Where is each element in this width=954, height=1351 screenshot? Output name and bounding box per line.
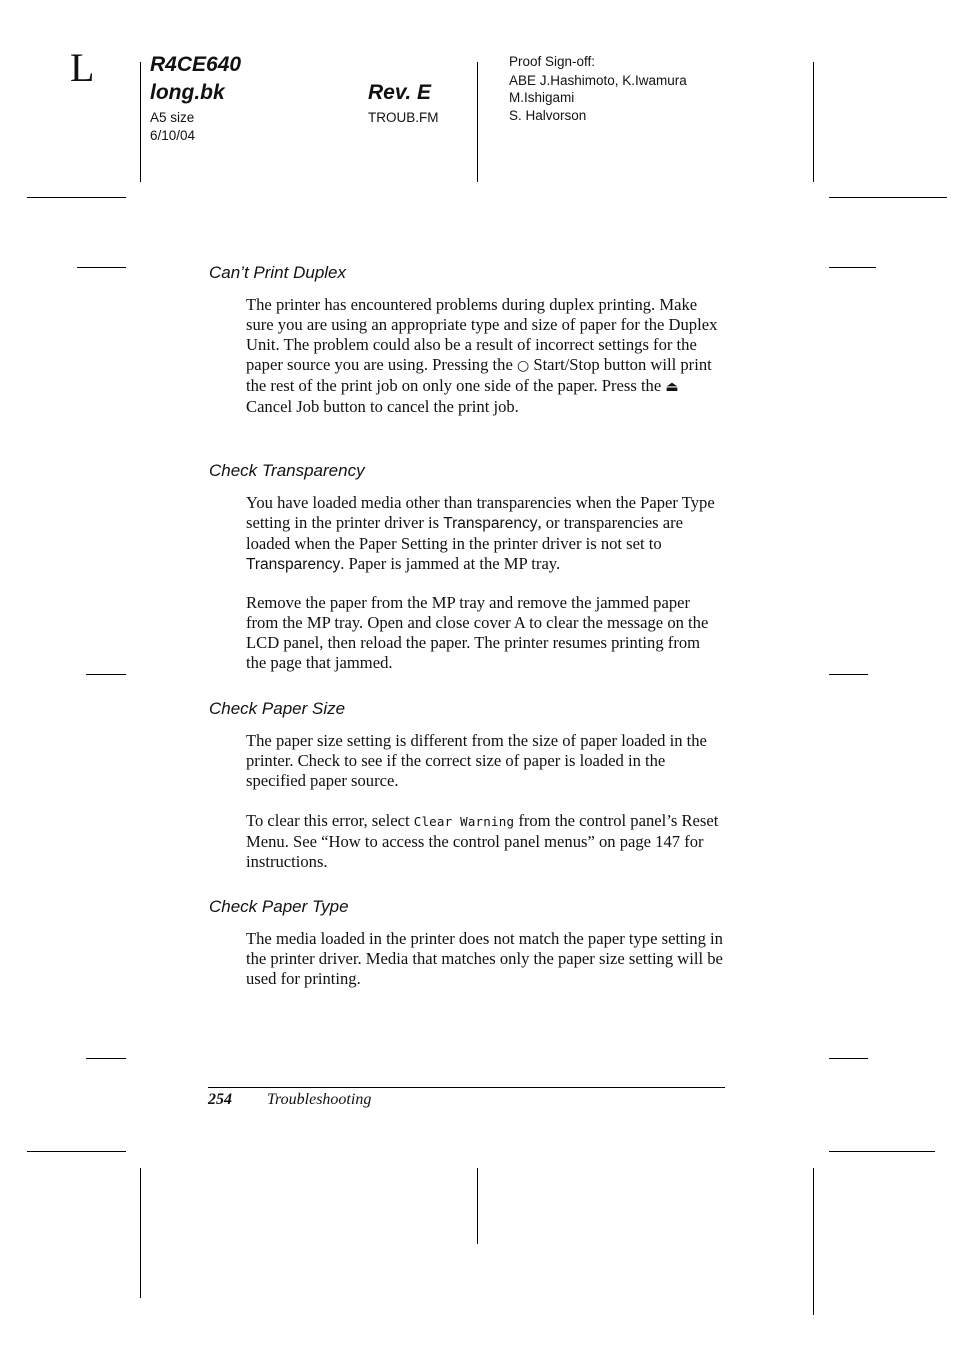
paragraph-transparency-1 — [246, 493, 724, 575]
paragraph-paper-size-1: The paper size setting is different from the size of paper loaded in the printer. Check to see if the correct size of paper is loaded in the specified paper source. — [246, 731, 707, 790]
crop-mark — [813, 1168, 814, 1315]
start-stop-icon: ○ — [516, 358, 530, 374]
proof-names-1: ABE J.Hashimoto, K.Iwamura — [509, 73, 687, 88]
doc-date: 6/10/04 — [150, 128, 196, 143]
driver-setting-name: Transparency — [443, 515, 538, 532]
paragraph-paper-size-2 — [246, 811, 724, 872]
proof-names-3: S. Halvorson — [509, 108, 587, 123]
panel-menu-item: Clear Warning — [413, 814, 515, 829]
cancel-job-icon: ⏏ — [665, 379, 679, 395]
paragraph-text: You have loaded media other than transparencies when the Paper Type setting in the printer driver is — [246, 493, 715, 532]
proof-names-2: M.Ishigami — [509, 90, 575, 105]
doc-code: R4CE640 — [150, 53, 242, 76]
page-side-letter: L — [70, 45, 95, 90]
crop-mark — [86, 1058, 126, 1059]
section-title-transparency: Check Transparency — [209, 461, 365, 480]
section-title-duplex: Can’t Print Duplex — [209, 263, 347, 282]
crop-mark — [477, 1168, 478, 1244]
book-name: long.bk — [150, 81, 225, 104]
crop-mark — [829, 197, 947, 198]
crop-mark — [813, 62, 814, 182]
file-name: TROUB.FM — [368, 110, 439, 125]
paragraph-paper-type: The media loaded in the printer does not match the paper type setting in the printer driver. Media that matches only the paper size setting will be used for printing. — [246, 929, 723, 988]
paragraph-text: Cancel Job button to cancel the print job. — [246, 397, 519, 416]
crop-mark — [829, 674, 868, 675]
page-number: 254 — [208, 1091, 232, 1108]
section-title-paper-size: Check Paper Size — [209, 699, 346, 718]
crop-mark — [829, 267, 876, 268]
crop-mark — [86, 674, 126, 675]
proof-title: Proof Sign-off: — [509, 54, 596, 69]
footer-rule — [208, 1087, 725, 1088]
paragraph-text: from the control panel’s Reset Menu. See “How to access the control panel menus” on page 147 for instructions. — [246, 811, 719, 871]
chapter-name: Troubleshooting — [267, 1091, 372, 1108]
paragraph-text: , or transparencies are loaded when the Paper Setting in the printer driver is not set to — [246, 513, 684, 553]
section-title-paper-type: Check Paper Type — [209, 897, 349, 916]
driver-setting-name: Transparency — [246, 556, 341, 573]
crop-mark — [829, 1151, 935, 1152]
crop-mark — [140, 1168, 141, 1298]
crop-mark — [27, 197, 126, 198]
paragraph-text: The printer has encountered problems during duplex printing. Make sure you are using an appropriate type and size of paper for the Duplex Unit. The problem could also be a result of incorrect settings for the paper source you are using. Pressing the — [246, 295, 718, 374]
revision: Rev. E — [368, 81, 432, 104]
paper-size: A5 size — [150, 110, 195, 125]
paragraph-text: To clear this error, select — [246, 811, 414, 830]
crop-mark — [829, 1058, 868, 1059]
paragraph-text: . Paper is jammed at the MP tray. — [340, 554, 561, 573]
crop-mark — [477, 62, 478, 182]
paragraph-text: Start/Stop button will print the rest of the print job on only one side of the paper. Press the — [246, 355, 712, 395]
crop-mark — [27, 1151, 126, 1152]
paragraph-duplex — [246, 295, 724, 417]
crop-mark — [77, 267, 126, 268]
paragraph-transparency-2: Remove the paper from the MP tray and remove the jammed paper from the MP tray. Open and close cover A to clear the message on the LCD panel, then reload the paper. The printer resumes printing from the page that jammed. — [246, 593, 709, 672]
crop-mark — [140, 62, 141, 182]
